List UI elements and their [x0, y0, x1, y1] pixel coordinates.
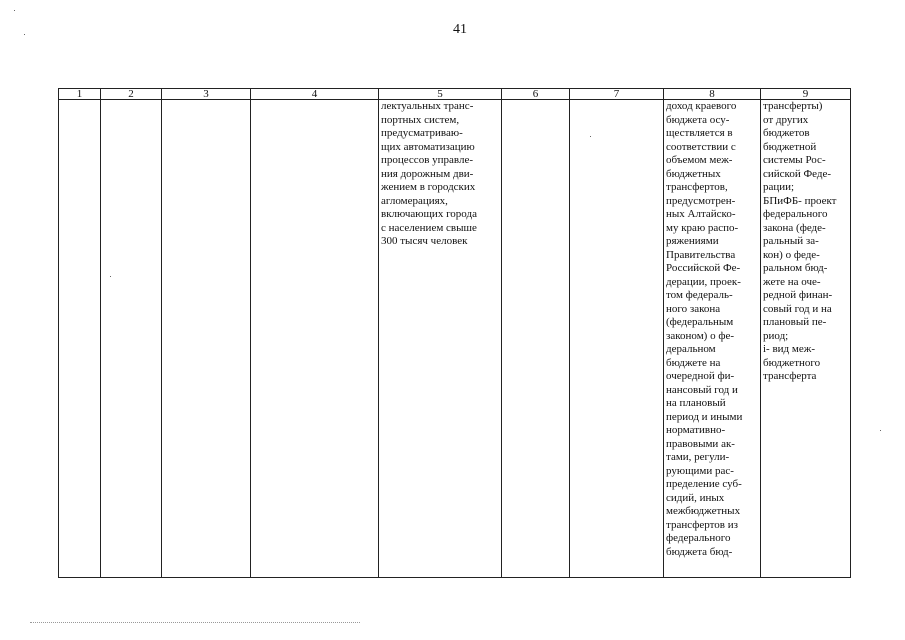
table-cell-col4: [251, 100, 379, 578]
column-header: 9: [761, 89, 851, 100]
document-table: [58, 88, 851, 578]
column-header: 6: [502, 89, 570, 100]
cell-text: доход краевого бюджета осу- ществляется в соответствии с объемом меж- бюджетных трансфертов, предусмотрен- ных Алтайско- му краю распо- ряжениями Правительства Российской Фе- дерации, проек- том федераль- ного закона (федеральным законом) о фе- деральном бюджете на очередной фи- нансовый год и на плановый период и иными нормативно- правовыми ак- тами, регули- рующими рас- пределение суб- сидий, иных межбюджетных трансфертов из федерального бюджета бюд-: [666, 100, 743, 558]
table-cell-col5: [379, 100, 502, 578]
table-cell-col7: [570, 100, 664, 578]
scan-speck: [880, 430, 881, 431]
table-cell-col1: [59, 100, 101, 578]
table-cell-col9: [761, 100, 851, 578]
table-cell-col3: [162, 100, 251, 578]
column-header: 3: [162, 89, 251, 100]
column-header: 7: [570, 89, 664, 100]
column-header: 8: [664, 89, 761, 100]
scan-speck: [14, 10, 15, 11]
cell-text: трансферты) от других бюджетов бюджетной системы Рос- сийской Феде- рации; БПиФБ- проект федерального закона (феде- ральный за- кон) о феде- ральном бюд- жете на оче- редной финан- совый год и на плановый пе- риод; i- вид меж- бюджетного трансферта: [763, 100, 837, 382]
column-header: 1: [59, 89, 101, 100]
column-header: 4: [251, 89, 379, 100]
table-header-row: [59, 89, 851, 100]
table-cell-col2: [101, 100, 162, 578]
table-cell-col6: [502, 100, 570, 578]
column-header: 5: [379, 89, 502, 100]
scan-artifact: [30, 622, 360, 625]
column-header: 2: [101, 89, 162, 100]
page-number: 41: [453, 22, 467, 37]
table-row: [59, 100, 851, 578]
table-cell-col8: [664, 100, 761, 578]
scan-speck: [24, 34, 25, 35]
cell-text: лектуальных транс- портных систем, предусматриваю- щих автоматизацию процессов управле- ния дорожным дви- жением в городских агломерациях, включающих города с населением свыше 300 тысяч человек: [381, 100, 477, 247]
